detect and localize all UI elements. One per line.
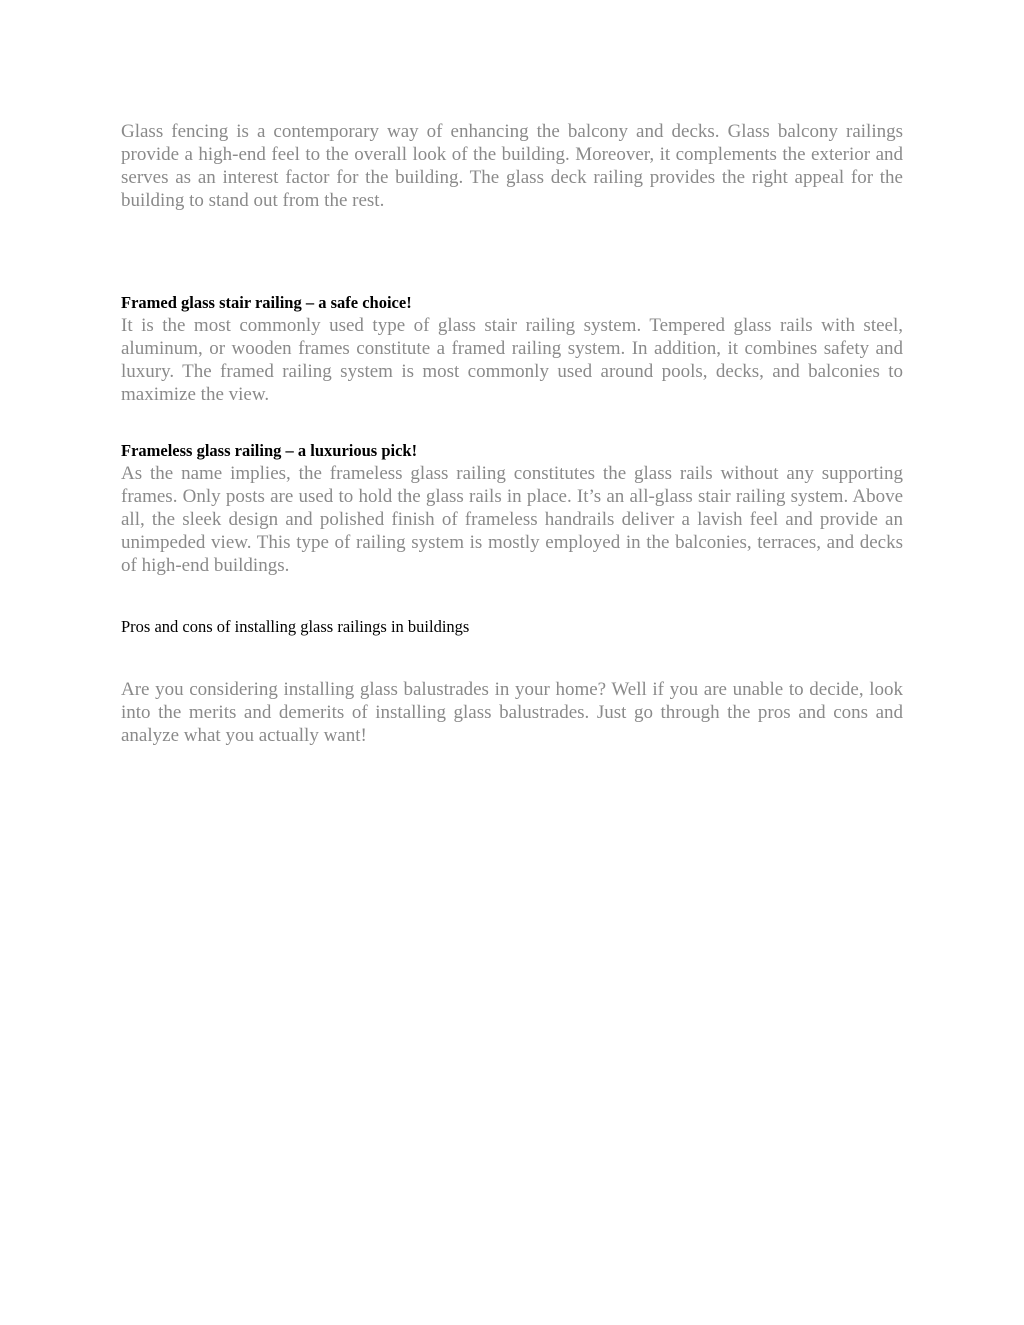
intro-paragraph: Glass fencing is a contemporary way of enhancing the balcony and decks. Glass balcony railings provide a high-end feel to the overall look of the building. Moreover, it complements the exterior and serves as an interest factor for the building. The glass deck railing provides the right appeal for the building to stand out from the rest. — [121, 121, 903, 211]
framed-railing-paragraph: It is the most commonly used type of glass stair railing system. Tempered glass rails with steel, aluminum, or wooden frames constitute a framed railing system. In addition, it combines safety and luxury. The framed railing system is most commonly used around pools, decks, and balconies to maximize the view. — [121, 315, 903, 405]
framed-railing-heading: Framed glass stair railing – a safe choice! — [121, 293, 412, 312]
frameless-railing-paragraph: As the name implies, the frameless glass railing constitutes the glass rails without any supporting frames. Only posts are used to hold the glass rails in place. It’s an all-glass stair railing system. Above all, the sleek design and polished finish of frameless handrails deliver a lavish feel and provide an unimpeded view. This type of railing system is mostly employed in the balconies, terraces, and decks of high-end buildings. — [121, 463, 903, 576]
pros-cons-paragraph: Are you considering installing glass balustrades in your home? Well if you are unable to decide, look into the merits and demerits of installing glass balustrades. Just go through the pros and cons and analyze what you actually want! — [121, 679, 903, 746]
frameless-railing-heading: Frameless glass railing – a luxurious pick! — [121, 441, 418, 460]
pros-cons-heading: Pros and cons of installing glass railings in buildings — [121, 617, 470, 636]
document-page — [121, 120, 903, 747]
